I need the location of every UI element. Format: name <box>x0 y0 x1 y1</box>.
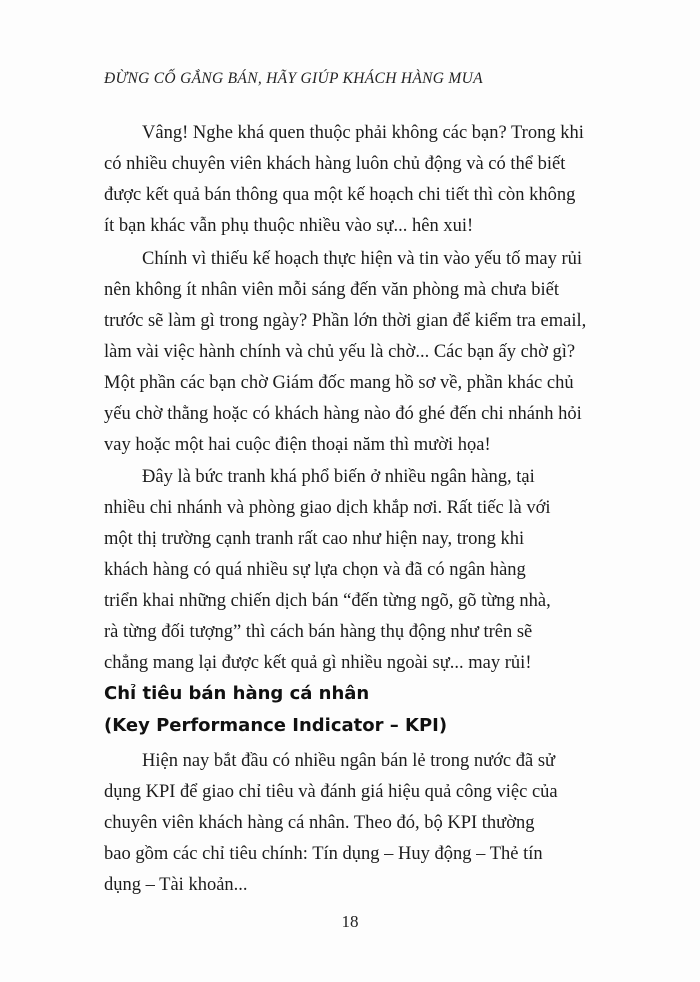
paragraph-line: Hiện nay bắt đầu có nhiều ngân bán lẻ trong nước đã sử <box>142 751 556 771</box>
running-header: ĐỪNG CỐ GẮNG BÁN, HÃY GIÚP KHÁCH HÀNG MUA <box>104 70 483 87</box>
paragraph-line: Một phần các bạn chờ Giám đốc mang hồ sơ về, phần khác chủ <box>104 373 574 393</box>
paragraph-line: ít bạn khác vẫn phụ thuộc nhiều vào sự... hên xui! <box>104 216 474 236</box>
paragraph-line: làm vài việc hành chính và chủ yếu là chờ... Các bạn ấy chờ gì? <box>104 342 576 362</box>
paragraph-2 <box>104 244 612 461</box>
paragraph-line: trước sẽ làm gì trong ngày? Phần lớn thời gian để kiểm tra email, <box>104 311 587 331</box>
paragraph-1 <box>104 118 612 242</box>
paragraph-line: khách hàng có quá nhiều sự lựa chọn và đã có ngân hàng <box>104 560 526 580</box>
paragraph-line: dụng KPI để giao chỉ tiêu và đánh giá hiệu quả công việc của <box>104 782 558 802</box>
paragraph-line: Chính vì thiếu kế hoạch thực hiện và tin vào yếu tố may rủi <box>142 249 583 269</box>
paragraph-line: yếu chờ thằng hoặc có khách hàng nào đó ghé đến chi nhánh hỏi <box>104 404 582 424</box>
paragraph-line: rà từng đối tượng” thì cách bán hàng thụ động như trên sẽ <box>104 622 533 642</box>
section-heading-subtitle: (Key Performance Indicator – KPI) <box>104 715 448 736</box>
paragraph-line: chẳng mang lại được kết quả gì nhiều ngoài sự... may rủi! <box>104 653 532 673</box>
paragraph-line: nhiều chi nhánh và phòng giao dịch khắp nơi. Rất tiếc là với <box>104 498 551 518</box>
paragraph-3 <box>104 462 612 679</box>
page-number: 18 <box>341 912 359 931</box>
paragraph-line: bao gồm các chỉ tiêu chính: Tín dụng – Huy động – Thẻ tín <box>104 844 543 864</box>
paragraph-line: triển khai những chiến dịch bán “đến từng ngõ, gõ từng nhà, <box>104 591 551 611</box>
paragraph-line: chuyên viên khách hàng cá nhân. Theo đó, bộ KPI thường <box>104 813 535 833</box>
paragraph-line: một thị trường cạnh tranh rất cao như hiện nay, trong khi <box>104 529 525 549</box>
paragraph-line: được kết quả bán thông qua một kế hoạch chi tiết thì còn không <box>104 185 576 205</box>
paragraph-line: vay hoặc một hai cuộc điện thoại năm thì mười họa! <box>104 435 491 455</box>
paragraph-line: Vâng! Nghe khá quen thuộc phải không các bạn? Trong khi <box>142 123 584 143</box>
section-heading-title: Chỉ tiêu bán hàng cá nhân <box>104 683 370 704</box>
section-heading <box>104 678 604 742</box>
paragraph-line: dụng – Tài khoản... <box>104 875 248 895</box>
paragraph-line: nên không ít nhân viên mỗi sáng đến văn phòng mà chưa biết <box>104 280 559 300</box>
section-paragraph <box>104 746 612 901</box>
paragraph-line: có nhiều chuyên viên khách hàng luôn chủ động và có thể biết <box>104 154 566 174</box>
paragraph-line: Đây là bức tranh khá phổ biến ở nhiều ngân hàng, tại <box>142 467 535 487</box>
